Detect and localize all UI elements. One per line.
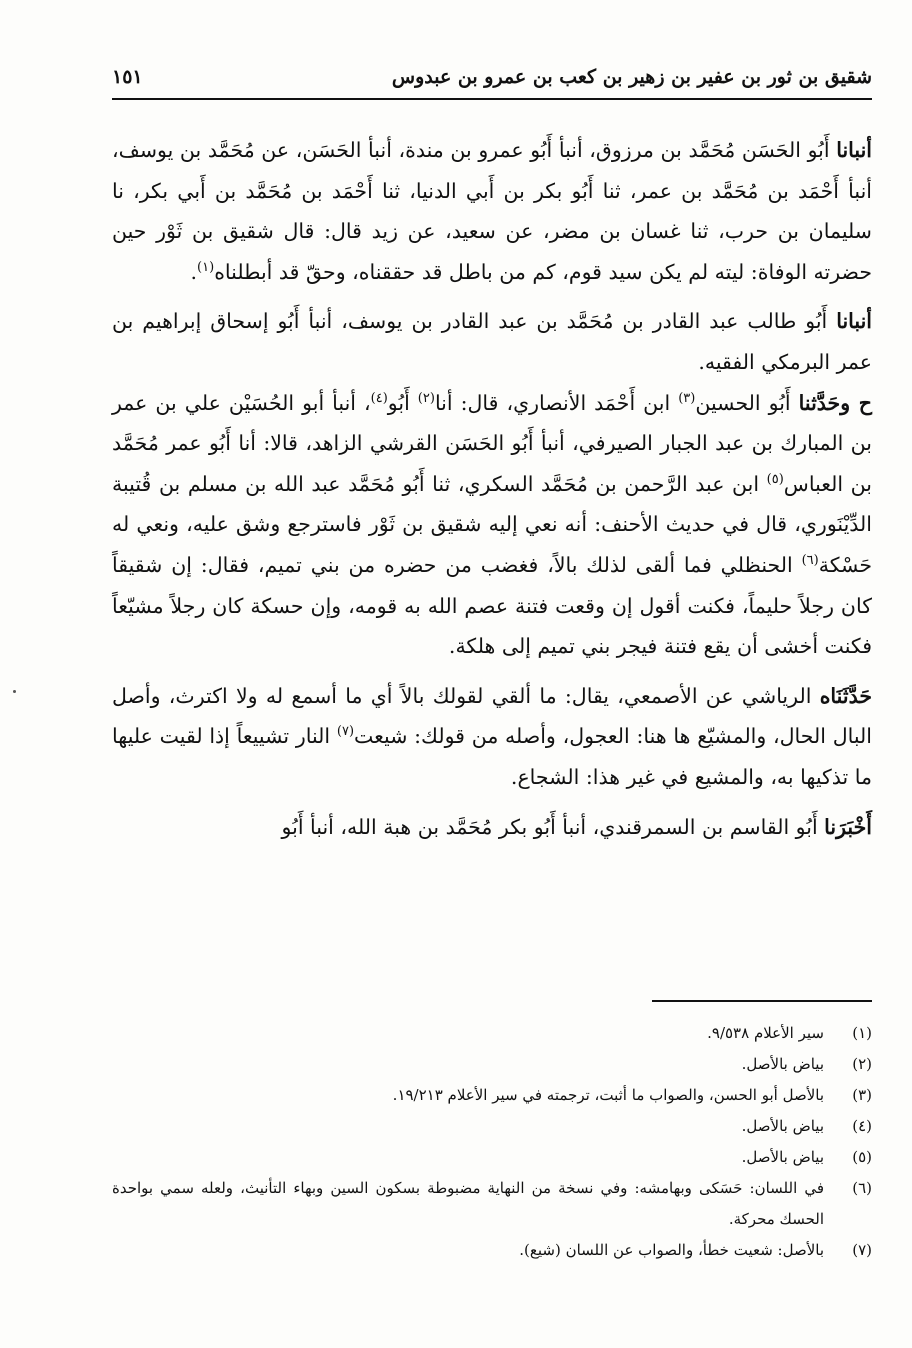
paragraph-text: ابن أَحْمَد الأنصاري، قال: أنا [434,390,679,415]
footnote-ref: (٥) [766,471,784,487]
paragraph [112,301,872,382]
running-header [112,62,872,100]
paragraph [112,676,872,798]
footnote-ref: (٤) [370,390,388,406]
footnote-ref: (٧) [336,724,355,740]
paragraph-tail: . [190,259,198,284]
footnote [112,1049,872,1080]
paragraph-text: أَبُو الحَسَن مُحَمَّد بن مرزوق، أنبأ أَبُو عمرو بن مندة، أنبأ الحَسَن، عن مُحَمَّد بن يوسف، أنبأ أَحْمَد بن مُحَمَّد بن عمر، ثنا أَبُو بكر بن أَبي الدنيا، ثنا أَحْمَد بن مُحَمَّد بن أَبي بكر، نا سليمان بن حرب، ثنا غسان بن مضر، عن سعيد، عن زيد قال: قال شقيق بن ثَوْر حين حضرته الوفاة: ليته لم يكن سيد قوم، كم من باطل قد حققناه، وحقّ قد أبطلناه [112,138,872,284]
paragraph-lead: أَخْبَرَنا [824,814,872,839]
footnote-text: بالأصل: شعيت خطأ، والصواب عن اللسان (شيع). [519,1241,824,1259]
footnote-ref: (٣) [678,390,696,406]
footnote [112,1235,872,1266]
main-text [112,130,872,847]
paragraph-text: أَبُو طالب عبد القادر بن مُحَمَّد بن عبد القادر بن يوسف، أنبأ أَبُو إسحاق إبراهيم بن عمر البرمكي الفقيه. [112,309,872,374]
footnote-key: (٤) [852,1117,872,1135]
footnote-text: بياض بالأصل. [741,1148,824,1166]
footnote-key: (٦) [852,1179,872,1197]
footnote-ref: (٦) [801,553,819,569]
footnote-text: بياض بالأصل. [741,1055,824,1073]
paragraph-lead: حَدَّثَنَاه [819,683,872,708]
footnote [112,1111,872,1142]
footnote [112,1142,872,1173]
paragraph-text: أَبُو القاسم بن السمرقندي، أنبأ أَبُو بكر مُحَمَّد بن هبة الله، أنبأ أَبُو [281,814,825,839]
footnote-text: سير الأعلام ٩/٥٣٨. [707,1024,824,1042]
footnote-key: (٧) [852,1241,872,1259]
footnote-key: (١) [852,1024,872,1042]
paragraph-text: أَبُو الحسين [695,390,799,415]
paragraph [112,383,872,667]
footnote [112,1173,872,1235]
footnote-key: (٣) [852,1086,872,1104]
footnotes [112,1018,872,1266]
footnote-key: (٥) [852,1148,872,1166]
paragraph-text: ، أنبأ أبو الحُسَيْن علي بن عمر بن المبارك بن عبد الجبار الصيرفي، أنبأ أَبُو الحَسَن القرشي الزاهد، قالا: أنا أَبُو عمر مُحَمَّد بن العباس [112,390,872,496]
paragraph [112,807,872,848]
paragraph-lead: أنبانا [836,309,872,334]
paragraph-tail: النار تشييعاً إذا لقيت عليها ما تذكيها به، والمشيع في غير هذا: الشجاع. [112,724,872,789]
header-title: شقيق بن ثور بن عفير بن زهير بن كعب بن عمرو بن عبدوس [391,66,872,88]
footnote [112,1018,872,1049]
paragraph-text: الحنظلي فما ألقى لذلك بالاً، فغضب من حضره من بني تميم، فقال: إن شقيقاً كان رجلاً حليماً، فكنت أقول إن وقعت فتنة عصم الله به قومه، وإن حسكة كان رجلاً مشيّعاً فكنت أخشى أن يقع فتنة فيجر بني تميم إلى هلكة. [112,552,872,659]
footnote-ref: (١) [197,259,215,275]
footnote-text: بياض بالأصل. [741,1117,824,1135]
page-number: ١٥١ [112,66,143,88]
footnote-ref: (٢) [417,390,435,406]
footnote-text: بالأصل أبو الحسن، والصواب ما أثبت، ترجمته في سير الأعلام ١٩/٢١٣. [392,1086,824,1104]
footnote-text: في اللسان: حَسَكى وبهامشه: وفي نسخة من النهاية مضبوطة بسكون السين وبهاء التأنيث، ولعله سمي بواحدة الحسك محركة. [112,1179,824,1228]
footnote [112,1080,872,1111]
paragraph-lead: أنبانا [836,138,872,162]
footnote-key: (٢) [852,1055,872,1073]
paragraph-text: الرياشي عن الأصمعي، يقال: ما ألقي لقولك بالاً أي ما أسمع له ولا اكترث، وأصل البال الحال، والمشيّع ها هنا: العجول، وأصله من قولك: شيعت [112,683,872,749]
paragraph-lead: ح وحَدَّثنا [798,390,873,415]
header-rule [112,98,872,100]
footnote-rule [652,1000,872,1002]
paragraph-text: أَبُو [387,390,418,415]
paragraph-text: ابن عبد الرَّحمن بن مُحَمَّد السكري، ثنا أَبُو مُحَمَّد عبد الله بن مسلم بن قُتيبة الدِّيْنَوري، قال في حديث الأحنف: أنه نعي إليه شقيق بن ثَوْر فاسترجع وشق عليه، ونعي له حَسْكة [112,471,872,577]
scan-speck [13,690,16,693]
paragraph [112,130,872,292]
